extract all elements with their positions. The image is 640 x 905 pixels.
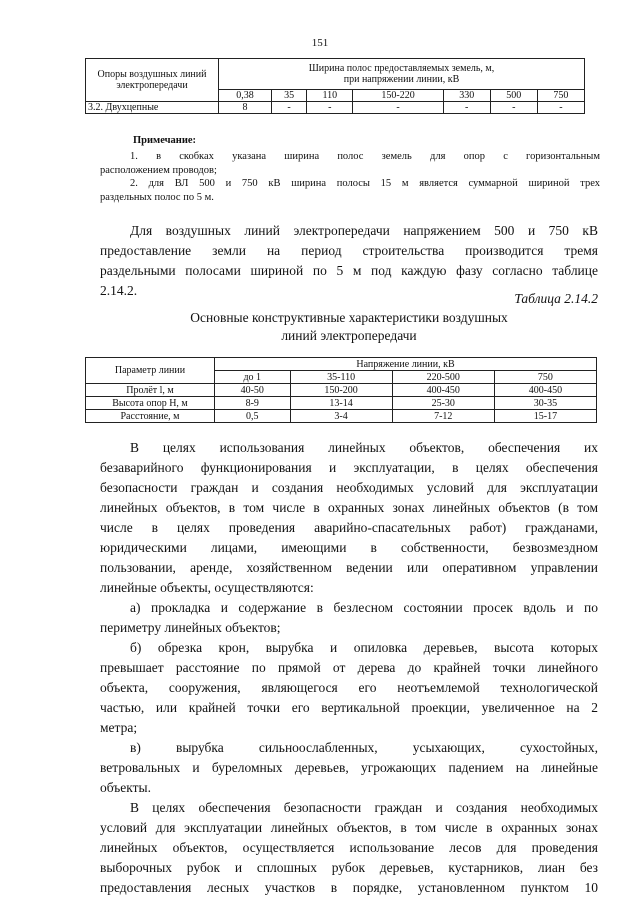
table1-voltage-header: 0,38: [219, 90, 272, 102]
text-line: объекты.: [100, 780, 151, 795]
table2-title-line1: Основные конструктивные характеристики воздушных: [190, 310, 508, 325]
text-line: линейные объекты, осуществляются:: [100, 580, 314, 595]
note-item2-line2: раздельных полос по 5 м.: [100, 191, 214, 203]
table2-cell: 15-17: [494, 410, 596, 423]
text-line: числе в целях проведения аварийно-спасательных работ) гражданами,: [100, 520, 598, 535]
note-title: Примечание:: [133, 135, 197, 146]
table1-cell: -: [443, 102, 490, 114]
table2-title: [100, 309, 598, 345]
text-line: а) прокладка и содержание в безлесном состоянии просек вдоль и по: [130, 600, 598, 615]
table2-cell: 3-4: [290, 410, 392, 423]
paragraph-intro: [100, 221, 598, 301]
text-line: предоставления лесных участков в порядке, установленном пунктом 10: [100, 880, 598, 895]
text-line: в) вырубка сильноослабленных, усыхающих, сухостойных,: [130, 740, 598, 755]
text-line: периметру линейных объектов;: [100, 620, 281, 635]
note-item1-line1: 1. в скобках указана ширина полос земель для опор с горизонтальным: [130, 151, 600, 162]
note-item2-line1: 2. для ВЛ 500 и 750 кВ ширина полосы 15 м является суммарной шириной трех: [130, 178, 600, 189]
text-line: безопасности граждан и создания необходимых условий для эксплуатации: [100, 480, 598, 495]
table2-cell: 150-200: [290, 384, 392, 397]
text-line: линейных объектов, в том числе в охранных зонах линейных объектов (в том: [100, 500, 598, 515]
table-caption: Таблица 2.14.2: [514, 291, 598, 306]
table-row: [86, 384, 597, 397]
text-line: В целях использования линейных объектов, обеспечения их: [130, 440, 598, 455]
table2-param-header: Параметр линии: [86, 358, 215, 384]
table1-col1-header: [86, 59, 219, 102]
table2-cell: 400-450: [392, 384, 494, 397]
table1-cell: -: [490, 102, 537, 114]
table2-group-header: Напряжение линии, кВ: [215, 358, 597, 371]
table1-group-header: [219, 59, 585, 90]
text-line: условий для эксплуатации линейных объектов, в том числе в охранных зонах: [100, 820, 598, 835]
text-line: 2.14.2.: [100, 283, 138, 298]
table1-voltage-header: 500: [490, 90, 537, 102]
table-row: [86, 102, 585, 114]
table1-voltage-header: 110: [307, 90, 353, 102]
table2-cell: 30-35: [494, 397, 596, 410]
table2-cell: 25-30: [392, 397, 494, 410]
table1-cell: -: [353, 102, 443, 114]
text-line: юридическими лицами, имеющими в собственности, безвозмездном: [100, 540, 598, 555]
page-number: 151: [311, 37, 329, 49]
text-line: превышает расстояние по прямой от дерева до крайней точки линейного: [100, 660, 598, 675]
text-line: частью, или крайней точки его вертикальной проекции, увеличенное на 2: [100, 700, 598, 715]
text-line: безаварийного функционирования и эксплуатации, в целях обеспечения: [100, 460, 598, 475]
table2-cell: 400-450: [494, 384, 596, 397]
table1-voltage-header: 35: [271, 90, 306, 102]
table1-cell: -: [271, 102, 306, 114]
table1-cell: -: [537, 102, 584, 114]
text-line: В целях обеспечения безопасности граждан и создания необходимых: [130, 800, 598, 815]
table2-row-label: Расстояние, м: [86, 410, 215, 423]
table1-voltage-header: 330: [443, 90, 490, 102]
table1-row-label: 3.2. Двухцепные: [86, 102, 219, 114]
table2-title-line2: линий электропередачи: [281, 328, 417, 343]
table2-voltage-header: до 1: [215, 371, 291, 384]
table1-col1-header-text: Опоры воздушных линий электропередачи: [97, 69, 207, 91]
table2-row-label: Пролёт l, м: [86, 384, 215, 397]
line-characteristics-table: [85, 357, 597, 423]
note-body: [100, 150, 600, 204]
text-line: метра;: [100, 720, 138, 735]
text-line: б) обрезка крон, вырубка и опиловка деревьев, высота которых: [130, 640, 598, 655]
table1-cell: 8: [219, 102, 272, 114]
land-width-table: [85, 58, 585, 114]
text-line: ветровальных и буреломных деревьев, угрожающих падением на линейные: [100, 760, 598, 775]
text-line: объекта, сооружения, являющегося его неотъемлемой технологической: [100, 680, 598, 695]
text-line: пользовании, аренде, хозяйственном ведении или оперативном управлении: [100, 560, 598, 575]
table2-cell: 8-9: [215, 397, 291, 410]
table1-voltage-header: 150-220: [353, 90, 443, 102]
note-item1-line2: расположением проводов;: [100, 164, 217, 176]
table-row: [86, 410, 597, 423]
table2-cell: 0,5: [215, 410, 291, 423]
text-line: Для воздушных линий электропередачи напряжением 500 и 750 кВ: [130, 223, 598, 238]
table2-row-label: Высота опор Н, м: [86, 397, 215, 410]
text-line: предоставление земли на период строительства производится тремя: [100, 243, 598, 258]
table2-voltage-header: 750: [494, 371, 596, 384]
table1-group-header-line2: при напряжении линии, кВ: [343, 74, 460, 85]
table2-cell: 7-12: [392, 410, 494, 423]
text-line: линейных объектов, осуществляется использование лесов для проведения: [100, 840, 598, 855]
table1-cell: -: [307, 102, 353, 114]
table1-voltage-header: 750: [537, 90, 584, 102]
table2-cell: 40-50: [215, 384, 291, 397]
text-line: раздельными полосами шириной по 5 м под каждую фазу согласно таблице: [100, 263, 598, 278]
table-row: [86, 397, 597, 410]
table2-cell: 13-14: [290, 397, 392, 410]
table2-voltage-header: 220-500: [392, 371, 494, 384]
table2-voltage-header: 35-110: [290, 371, 392, 384]
table1-group-header-line1: Ширина полос предоставляемых земель, м,: [308, 63, 495, 74]
text-line: выборочных рубок и сплошных рубок деревьев, кустарников, лиан без: [100, 860, 598, 875]
paragraph-linear-objects: [100, 438, 598, 898]
